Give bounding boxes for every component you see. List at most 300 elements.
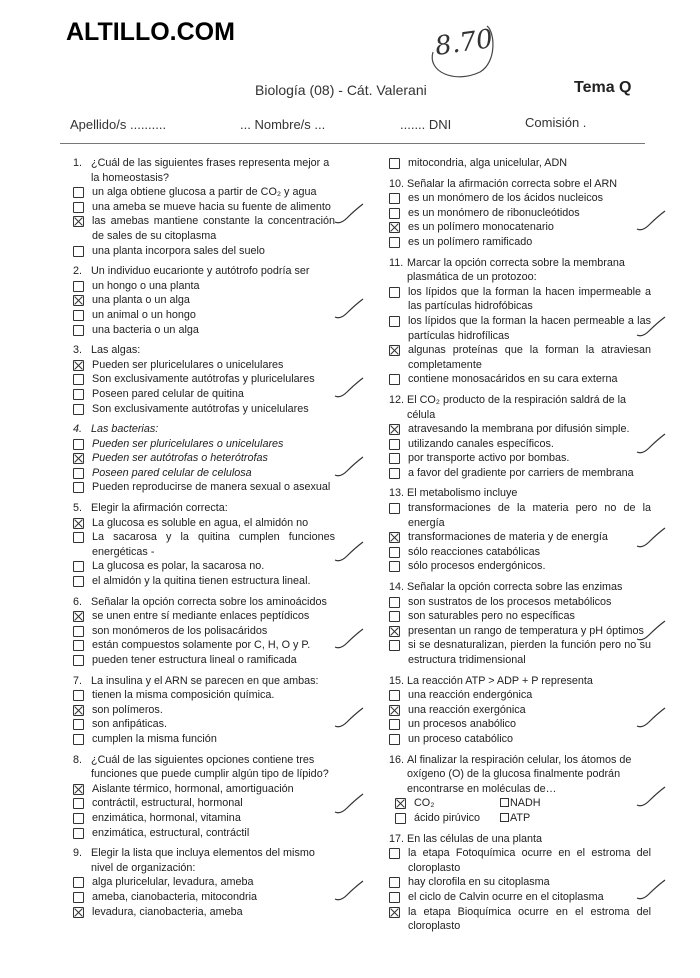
question-prompt: El CO₂ producto de la respiración saldrá de la célula xyxy=(407,393,627,421)
exam-version: Tema Q xyxy=(574,79,632,96)
grader-checkmark-icon xyxy=(635,619,667,643)
options-list xyxy=(389,501,651,574)
answer-option[interactable] xyxy=(395,796,500,811)
answer-option[interactable] xyxy=(389,595,651,610)
question-text xyxy=(73,343,335,358)
question xyxy=(389,580,651,668)
options-list xyxy=(389,422,651,480)
question-text xyxy=(73,156,335,185)
checkbox[interactable] xyxy=(73,325,84,336)
answer-option[interactable] xyxy=(73,244,335,259)
option-label: La sacarosa y la quitina cumplen funciones energéticas - xyxy=(92,531,335,558)
answer-option[interactable] xyxy=(389,530,651,545)
options-list xyxy=(389,156,651,171)
answer-option[interactable] xyxy=(73,293,335,308)
checkbox[interactable] xyxy=(389,848,400,859)
answer-option[interactable] xyxy=(73,530,335,559)
option-label: contráctil, estructural, hormonal xyxy=(92,797,243,810)
answer-option[interactable] xyxy=(73,875,335,890)
option-label: están compuestos solamente por C, H, O y P. xyxy=(92,639,311,652)
option-label: por transporte activo por bombas. xyxy=(408,452,570,465)
answer-option[interactable] xyxy=(73,387,335,402)
option-label: es un polímero monocatenario xyxy=(408,221,554,234)
question-prompt: El metabolismo incluye xyxy=(407,487,518,500)
option-label: son saturables pero no específicas xyxy=(408,610,575,623)
option-label: enzimática, estructural, contráctil xyxy=(92,826,250,839)
checkbox[interactable] xyxy=(389,316,400,327)
question-number: 12. xyxy=(389,393,405,406)
question-prompt: Las bacterias: xyxy=(91,423,159,436)
answer-option[interactable] xyxy=(389,285,651,314)
answer-option[interactable] xyxy=(73,826,335,841)
answer-option[interactable] xyxy=(389,206,651,221)
grader-checkmark-icon xyxy=(333,297,365,321)
option-label: alga pluricelular, levadura, ameba xyxy=(92,876,254,889)
option-label: el almidón y la quitina tienen estructura lineal. xyxy=(92,575,311,588)
checkbox[interactable] xyxy=(73,468,84,479)
answer-option[interactable] xyxy=(73,609,335,624)
answer-option[interactable] xyxy=(389,638,651,667)
question xyxy=(389,156,651,171)
question-number: 7. xyxy=(73,674,83,687)
answer-option[interactable] xyxy=(389,235,651,250)
option-label: una ameba se mueve hacia su fuente de alimento xyxy=(92,200,331,213)
option-label: un procesos anabólico xyxy=(408,718,517,731)
question xyxy=(73,156,335,258)
answer-option[interactable] xyxy=(389,501,651,530)
checkbox[interactable] xyxy=(73,626,84,637)
option-label: pueden tener estructura lineal o ramificada xyxy=(92,654,297,666)
option-label: se unen entre sí mediante enlaces peptídicos xyxy=(92,610,310,623)
checkbox-checked[interactable] xyxy=(73,611,84,622)
option-label: los lípidos que la forman la hacen impermeable a las partículas hidrofóbicas xyxy=(408,285,651,313)
option-label: mitocondria, alga unicelular, ADN xyxy=(408,157,568,169)
question-text xyxy=(73,753,335,782)
checkbox-checked[interactable] xyxy=(389,222,400,233)
question-number: 14. xyxy=(389,581,405,594)
answer-option[interactable] xyxy=(389,343,651,372)
answer-option[interactable] xyxy=(73,214,335,243)
checkbox-checked[interactable] xyxy=(73,295,84,306)
answer-option[interactable] xyxy=(73,688,335,703)
question-number: 1. xyxy=(73,157,83,169)
comision-field[interactable]: Comisión . xyxy=(525,115,587,130)
option-label: Pueden reproducirse de manera sexual o asexual xyxy=(92,481,331,494)
answer-option[interactable] xyxy=(73,732,335,747)
question-prompt: Señalar la afirmación correcta sobre el ARN xyxy=(407,177,618,190)
answer-option[interactable] xyxy=(389,717,651,732)
option-label: la etapa Fotoquímica ocurre en el estroma del cloroplasto xyxy=(408,847,651,874)
checkbox[interactable] xyxy=(389,287,400,298)
question-text xyxy=(73,595,335,610)
checkbox[interactable] xyxy=(389,611,400,622)
options-list xyxy=(395,796,651,825)
question xyxy=(73,674,335,747)
question xyxy=(73,595,335,668)
checkbox[interactable] xyxy=(389,193,400,204)
checkbox[interactable] xyxy=(73,439,84,450)
checkbox[interactable] xyxy=(389,158,400,169)
checkbox-checked[interactable] xyxy=(389,626,400,637)
checkbox[interactable] xyxy=(73,640,84,651)
checkbox[interactable] xyxy=(389,597,400,608)
question xyxy=(73,264,335,337)
answer-option[interactable] xyxy=(73,402,335,417)
question-number: 15. xyxy=(389,674,405,687)
checkbox[interactable] xyxy=(73,532,84,543)
checkbox-checked[interactable] xyxy=(389,345,400,356)
checkbox[interactable] xyxy=(389,640,400,651)
question-number: 6. xyxy=(73,595,83,608)
option-label: los lípidos que la forman la hacen permeable a las partículas hidrofílicas xyxy=(408,314,651,342)
option-label: Aislante térmico, hormonal, amortiguación xyxy=(92,782,294,795)
question-number: 13. xyxy=(389,487,405,500)
question xyxy=(389,486,651,574)
option-label: es un polímero ramificado xyxy=(408,235,533,248)
answer-option[interactable] xyxy=(73,372,335,387)
question-text xyxy=(73,674,335,689)
question-text xyxy=(73,846,335,875)
grader-checkmark-icon xyxy=(635,706,667,730)
dni-field[interactable]: ....... DNI xyxy=(400,117,452,132)
question-number: 8. xyxy=(73,753,83,766)
option-label: cumplen la misma función xyxy=(92,732,217,745)
grader-checkmark-icon xyxy=(333,540,365,564)
checkbox[interactable] xyxy=(73,246,84,257)
question-prompt: Elegir la lista que incluya elementos del mismo nivel de organización: xyxy=(91,847,315,874)
question xyxy=(73,846,335,919)
question-text xyxy=(389,832,651,847)
grade-value: 8.70 xyxy=(433,24,495,62)
right-column xyxy=(389,156,651,940)
option-label: un animal o un hongo xyxy=(92,308,196,321)
answer-option[interactable] xyxy=(73,279,335,294)
question-prompt: La insulina y el ARN se parecen en que ambas: xyxy=(91,674,319,687)
checkbox-checked[interactable] xyxy=(395,798,406,809)
question-prompt: En las células de una planta xyxy=(407,832,543,845)
checkbox-checked[interactable] xyxy=(389,424,400,435)
option-label: es un monómero de ribonucleótidos xyxy=(408,206,580,219)
checkbox[interactable] xyxy=(73,798,84,809)
answer-option[interactable] xyxy=(73,358,335,373)
options-list xyxy=(73,609,335,667)
answer-option[interactable] xyxy=(389,609,651,624)
option-label: una planta o un alga xyxy=(92,294,190,307)
question-text xyxy=(389,256,651,285)
grader-checkmark-icon xyxy=(333,792,365,816)
answer-option[interactable] xyxy=(73,717,335,732)
option-label: una reacción exergónica xyxy=(408,703,526,716)
answer-option[interactable] xyxy=(389,624,651,639)
question xyxy=(73,343,335,416)
answer-option[interactable] xyxy=(73,811,335,826)
answer-option[interactable] xyxy=(73,323,335,338)
checkbox-checked[interactable] xyxy=(73,907,84,918)
apellido-field[interactable]: Apellido/s .......... xyxy=(70,117,167,132)
answer-option[interactable] xyxy=(73,437,335,452)
header-divider xyxy=(60,143,645,144)
answer-option[interactable] xyxy=(389,703,651,718)
option-label: las amebas mantiene constante la concentración de sales de su citoplasma xyxy=(92,215,335,242)
question-prompt: Las algas: xyxy=(91,344,141,357)
checkbox[interactable] xyxy=(500,798,509,807)
option-label: el ciclo de Calvin ocurre en el citoplasma xyxy=(408,890,604,903)
checkbox[interactable] xyxy=(389,719,400,730)
checkbox[interactable] xyxy=(389,503,400,514)
answer-option[interactable] xyxy=(500,811,600,826)
options-list xyxy=(73,875,335,919)
grader-checkmark-icon xyxy=(635,785,667,809)
answer-option[interactable] xyxy=(73,574,335,589)
options-list xyxy=(389,285,651,387)
question-text xyxy=(73,501,335,516)
question xyxy=(389,177,651,250)
answer-option[interactable] xyxy=(73,466,335,481)
handwritten-grade xyxy=(425,22,495,82)
answer-option[interactable] xyxy=(389,559,651,574)
option-label: hay clorofila en su citoplasma xyxy=(408,876,550,889)
checkbox-checked[interactable] xyxy=(389,532,400,543)
options-list xyxy=(73,437,335,495)
answer-option[interactable] xyxy=(389,545,651,560)
checkbox[interactable] xyxy=(73,389,84,400)
option-label: transformaciones de la materia pero no de la energía xyxy=(408,502,651,529)
answer-option[interactable] xyxy=(73,624,335,639)
question-text xyxy=(389,486,651,501)
options-list xyxy=(73,516,335,589)
checkbox[interactable] xyxy=(73,187,84,198)
checkbox[interactable] xyxy=(73,655,84,666)
question-prompt: ¿Cuál de las siguientes frases representa mejor a la homeostasis? xyxy=(91,157,330,184)
checkbox[interactable] xyxy=(73,404,84,415)
option-label: Pueden ser autótrofas o heterótrofas xyxy=(92,452,268,465)
checkbox[interactable] xyxy=(73,310,84,321)
option-label: es un monómero de los ácidos nucleicos xyxy=(408,192,604,205)
answer-option[interactable] xyxy=(73,480,335,495)
answer-option[interactable] xyxy=(389,372,651,387)
answer-option[interactable] xyxy=(73,653,335,668)
answer-option[interactable] xyxy=(73,200,335,215)
question-text xyxy=(73,422,335,437)
option-label: levadura, cianobacteria, ameba xyxy=(92,905,243,918)
option-label: un hongo o una planta xyxy=(92,279,200,292)
question-number: 5. xyxy=(73,502,83,515)
answer-option[interactable] xyxy=(389,905,651,934)
question xyxy=(73,422,335,495)
options-list xyxy=(73,185,335,258)
grader-checkmark-icon xyxy=(635,432,667,456)
question-prompt: Elegir la afirmación correcta: xyxy=(91,502,228,515)
option-label: una reacción endergónica xyxy=(408,689,533,702)
answer-option[interactable] xyxy=(389,451,651,466)
answer-option[interactable] xyxy=(389,732,651,747)
option-label: ATP xyxy=(510,811,531,824)
grader-checkmark-icon xyxy=(333,879,365,903)
option-label: son anfipáticas. xyxy=(92,718,168,731)
option-label: CO₂ xyxy=(414,797,435,810)
answer-option[interactable] xyxy=(73,559,335,574)
option-label: a favor del gradiente por carriers de membrana xyxy=(408,466,634,479)
option-label: transformaciones de materia y de energía xyxy=(408,531,608,544)
answer-option[interactable] xyxy=(389,688,651,703)
answer-option[interactable] xyxy=(389,422,651,437)
checkbox[interactable] xyxy=(73,374,84,385)
question-number: 11. xyxy=(389,256,404,269)
grader-checkmark-icon xyxy=(635,878,667,902)
checkbox[interactable] xyxy=(389,208,400,219)
answer-option[interactable] xyxy=(73,782,335,797)
answer-option[interactable] xyxy=(73,308,335,323)
answer-option[interactable] xyxy=(389,220,651,235)
question-prompt: Señalar la opción correcta sobre los aminoácidos xyxy=(91,595,327,608)
option-label: atravesando la membrana por difusión simple. xyxy=(408,423,630,436)
option-label: algunas proteínas que la forman la atraviesan completamente xyxy=(408,344,651,371)
subject-title: Biología (08) - Cát. Valerani xyxy=(255,82,427,98)
question xyxy=(389,393,651,481)
answer-option[interactable] xyxy=(73,185,335,200)
option-label: un alga obtiene glucosa a partir de CO₂ y agua xyxy=(92,186,317,199)
option-label: sólo procesos endergónicos. xyxy=(408,560,546,573)
grader-checkmark-icon xyxy=(333,627,365,651)
checkbox[interactable] xyxy=(73,877,84,888)
question-number: 10. xyxy=(389,177,405,190)
checkbox[interactable] xyxy=(389,453,400,464)
question-text xyxy=(73,264,335,279)
options-list xyxy=(389,595,651,668)
question xyxy=(73,501,335,589)
answer-option[interactable] xyxy=(389,846,651,875)
checkbox[interactable] xyxy=(73,892,84,903)
checkbox[interactable] xyxy=(73,719,84,730)
checkbox[interactable] xyxy=(389,561,400,572)
checkbox[interactable] xyxy=(389,892,400,903)
checkbox[interactable] xyxy=(395,813,406,824)
answer-option[interactable] xyxy=(73,905,335,920)
question-number: 3. xyxy=(73,344,83,357)
question-text xyxy=(389,674,651,689)
answer-option[interactable] xyxy=(73,796,335,811)
checkbox[interactable] xyxy=(389,547,400,558)
checkbox[interactable] xyxy=(73,734,84,745)
checkbox[interactable] xyxy=(389,877,400,888)
question-number: 4. xyxy=(73,423,83,436)
checkbox-checked[interactable] xyxy=(73,784,84,795)
question-prompt: Marcar la opción correcta sobre la membrana plasmática de un protozoo: xyxy=(407,256,625,284)
question xyxy=(389,753,651,826)
grader-checkmark-icon xyxy=(333,455,365,479)
question-prompt: Al finalizar la respiración celular, los átomos de oxígeno (O) de la glucosa finalmente podrán encontrarse en moléculas de… xyxy=(407,753,632,795)
grader-checkmark-icon xyxy=(333,202,365,226)
checkbox[interactable] xyxy=(73,813,84,824)
question-text xyxy=(389,177,651,192)
option-label: Poseen pared celular de celulosa xyxy=(92,466,252,479)
grader-checkmark-icon xyxy=(333,376,365,400)
checkbox[interactable] xyxy=(73,281,84,292)
answer-option[interactable] xyxy=(389,191,651,206)
options-list xyxy=(73,688,335,746)
option-label: Poseen pared celular de quitina xyxy=(92,387,244,400)
checkbox-checked[interactable] xyxy=(73,360,84,371)
answer-option[interactable] xyxy=(389,875,651,890)
question-number: 16. xyxy=(389,753,405,766)
checkbox[interactable] xyxy=(389,439,400,450)
question xyxy=(73,753,335,841)
answer-option[interactable] xyxy=(73,703,335,718)
question xyxy=(389,256,651,387)
option-label: la etapa Bioquímica ocurre en el estroma del cloroplasto xyxy=(408,905,651,933)
answer-option[interactable] xyxy=(500,796,600,811)
option-label: utilizando canales específicos. xyxy=(408,437,554,450)
checkbox[interactable] xyxy=(73,202,84,213)
option-label: Pueden ser pluricelulares o unicelulares xyxy=(92,437,284,450)
checkbox[interactable] xyxy=(73,482,84,493)
checkbox-checked[interactable] xyxy=(73,216,84,227)
answer-option[interactable] xyxy=(389,437,651,452)
checkbox[interactable] xyxy=(389,237,400,248)
answer-option[interactable] xyxy=(389,156,651,171)
question-prompt: ¿Cuál de las siguientes opciones contiene tres funciones que puede cumplir algún tipo de lípido? xyxy=(91,753,329,781)
left-column xyxy=(73,156,335,925)
option-label: si se desnaturalizan, pierden la función pero no su estructura tridimensional xyxy=(408,639,651,666)
checkbox[interactable] xyxy=(500,813,509,822)
checkbox-checked[interactable] xyxy=(73,518,84,529)
checkbox-checked[interactable] xyxy=(73,705,84,716)
question-text xyxy=(389,753,651,797)
checkbox-checked[interactable] xyxy=(389,907,400,918)
answer-option[interactable] xyxy=(73,451,335,466)
grader-checkmark-icon xyxy=(635,209,667,233)
checkbox[interactable] xyxy=(389,690,400,701)
answer-option[interactable] xyxy=(73,516,335,531)
option-label: contiene monosacáridos en su cara externa xyxy=(408,373,618,386)
checkbox[interactable] xyxy=(389,374,400,385)
option-label: Son exclusivamente autótrofas y unicelulares xyxy=(92,402,309,415)
question xyxy=(389,674,651,747)
option-label: ameba, cianobacteria, mitocondria xyxy=(92,890,258,903)
question-text xyxy=(389,580,651,595)
options-list xyxy=(73,782,335,840)
checkbox-checked[interactable] xyxy=(389,705,400,716)
answer-option[interactable] xyxy=(389,890,651,905)
answer-option[interactable] xyxy=(73,638,335,653)
option-label: son sustratos de los procesos metabólicos xyxy=(408,595,612,608)
checkbox[interactable] xyxy=(73,828,84,839)
checkbox[interactable] xyxy=(389,734,400,745)
question-number: 17. xyxy=(389,832,405,845)
checkbox-checked[interactable] xyxy=(73,453,84,464)
option-label: La glucosa es polar, la sacarosa no. xyxy=(92,560,265,573)
question-prompt: Señalar la opción correcta sobre las enzimas xyxy=(407,581,623,594)
options-list xyxy=(73,358,335,416)
option-label: son monómeros de los polisacáridos xyxy=(92,624,268,637)
option-label: una bacteria o un alga xyxy=(92,323,199,336)
question-number: 2. xyxy=(73,265,83,278)
answer-option[interactable] xyxy=(73,890,335,905)
nombre-field[interactable]: ... Nombre/s ... xyxy=(240,117,326,132)
checkbox[interactable] xyxy=(73,576,84,587)
option-label: ácido pirúvico xyxy=(414,811,481,824)
option-label: una planta incorpora sales del suelo xyxy=(92,244,265,257)
question-prompt: Un individuo eucarionte y autótrofo podría ser xyxy=(91,265,310,278)
checkbox[interactable] xyxy=(389,468,400,479)
option-label: La glucosa es soluble en agua, el almidón no xyxy=(92,516,309,529)
checkbox[interactable] xyxy=(73,690,84,701)
checkbox[interactable] xyxy=(73,561,84,572)
answer-option[interactable] xyxy=(395,811,500,826)
answer-option[interactable] xyxy=(389,314,651,343)
answer-option[interactable] xyxy=(389,466,651,481)
option-label: Son exclusivamente autótrofas y pluricelulares xyxy=(92,373,315,386)
